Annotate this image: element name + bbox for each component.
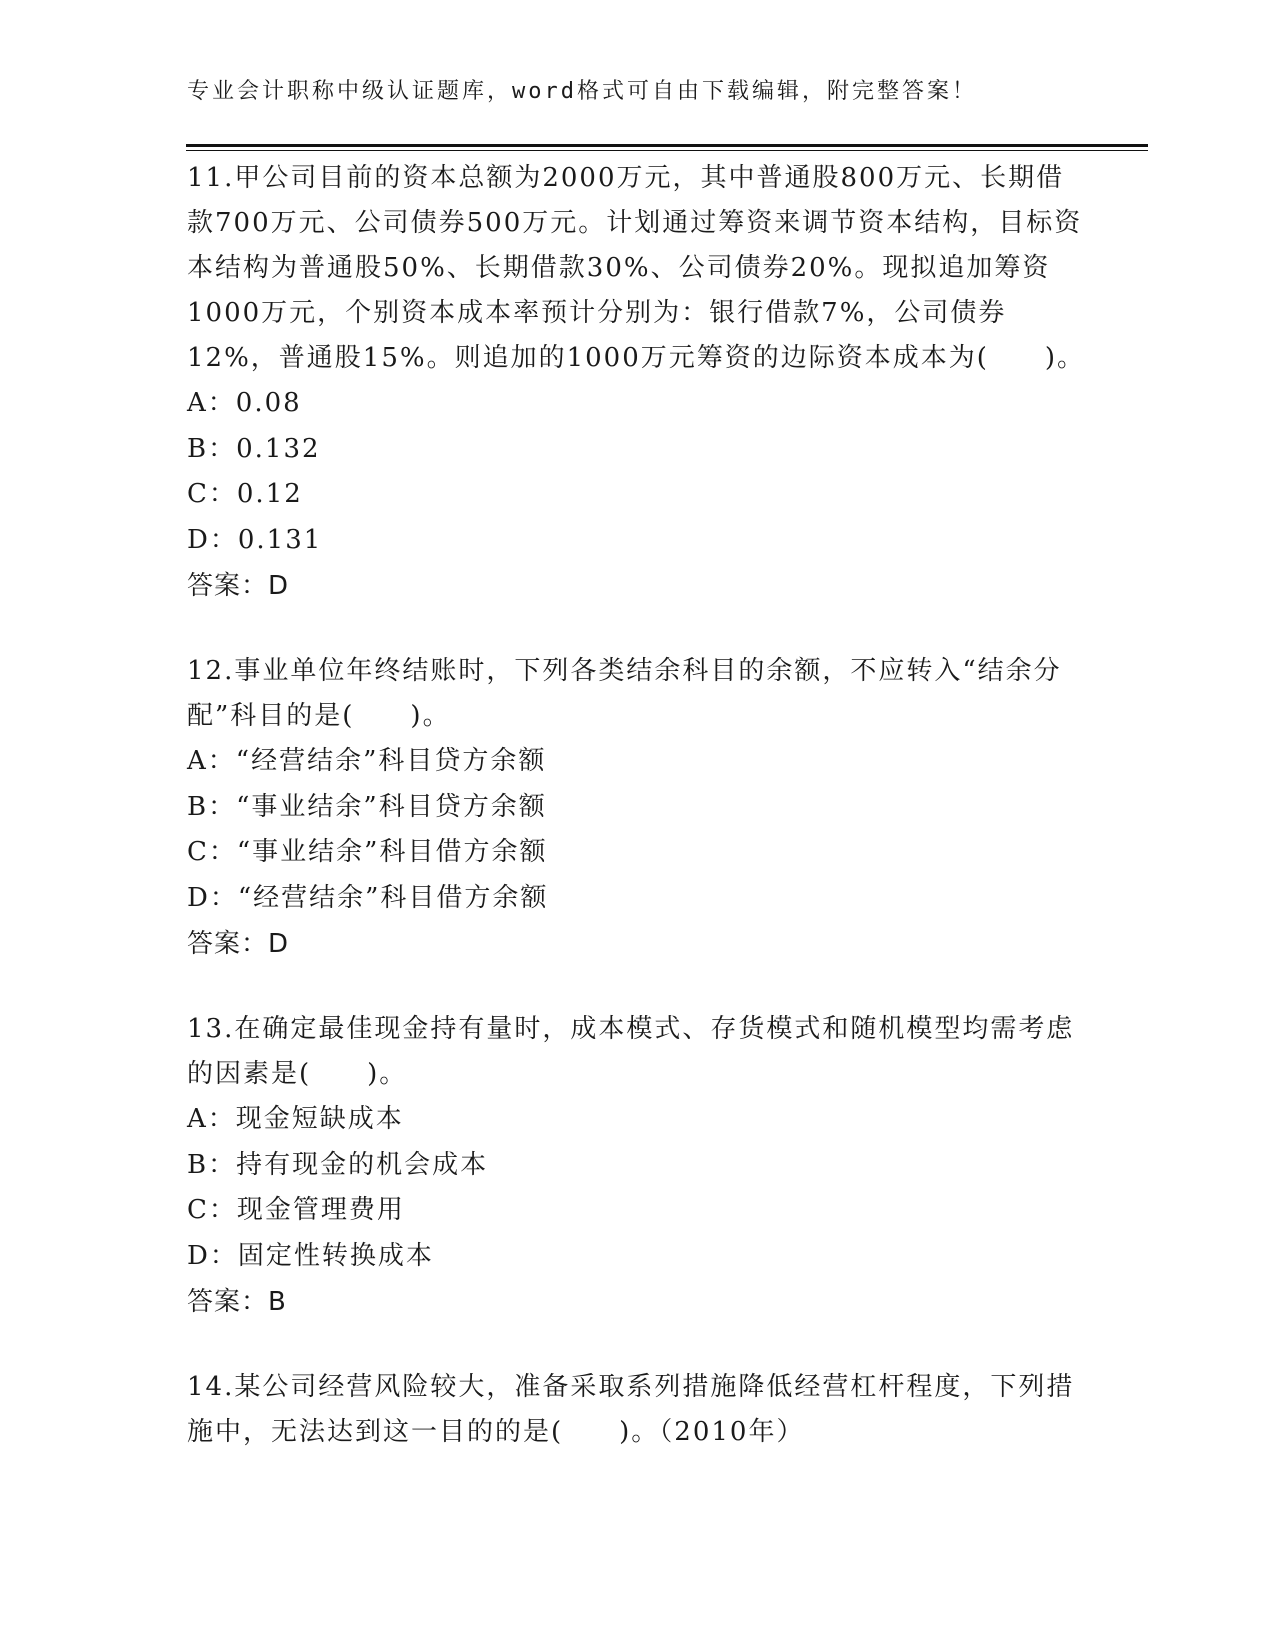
option-d: D：0.131 [187,524,323,555]
header-rule-thin [186,150,1148,151]
answer-label: 答案：B [187,1287,287,1317]
option-b: B：持有现金的机会成本 [187,1149,489,1180]
option-b: B：0.132 [187,433,321,464]
option-a: A：0.08 [187,388,302,418]
question-13 [187,1007,1087,1325]
option-c: C：“事业结余”科目借方余额 [187,837,548,867]
option-c: C：0.12 [187,479,303,509]
question-stem: 14.某公司经营风险较大，准备采取系列措施降低经营杠杆程度，下列措施中，无法达到这一目的的是( )。（2010年） [187,1372,1075,1447]
question-stem: 13.在确定最佳现金持有量时，成本模式、存货模式和随机模型均需考虑的因素是( )。 [187,1014,1075,1089]
option-b: B：“事业结余”科目贷方余额 [187,791,547,822]
question-11 [187,156,1087,609]
question-14 [187,1365,1087,1455]
option-c: C：现金管理费用 [187,1195,405,1225]
option-d: D：“经营结余”科目借方余额 [187,882,549,913]
answer-label: 答案：D [187,929,290,959]
question-stem: 12.事业单位年终结账时，下列各类结余科目的余额，不应转入“结余分配”科目的是( )。 [187,656,1062,731]
answer-label: 答案：D [187,571,290,601]
question-stem: 11.甲公司目前的资本总额为2000万元，其中普通股800万元、长期借款700万元、公司债券500万元。计划通过筹资来调节资本结构，目标资本结构为普通股50%、长期借款30%、公司债券20%。现拟追加筹资1000万元，个别资本成本率预计分别为：银行借款7%，公司债券12%，普通股15%。则追加的1000万元筹资的边际资本成本为( )。 [187,163,1086,373]
question-12 [187,649,1087,967]
option-a: A：“经营结余”科目贷方余额 [187,746,547,776]
page-header: 专业会计职称中级认证题库，word格式可自由下载编辑，附完整答案！ [187,79,977,104]
question-list [187,156,1087,1495]
option-d: D：固定性转换成本 [187,1240,434,1271]
option-a: A：现金短缺成本 [187,1104,404,1134]
header-rule-thick [186,144,1148,147]
